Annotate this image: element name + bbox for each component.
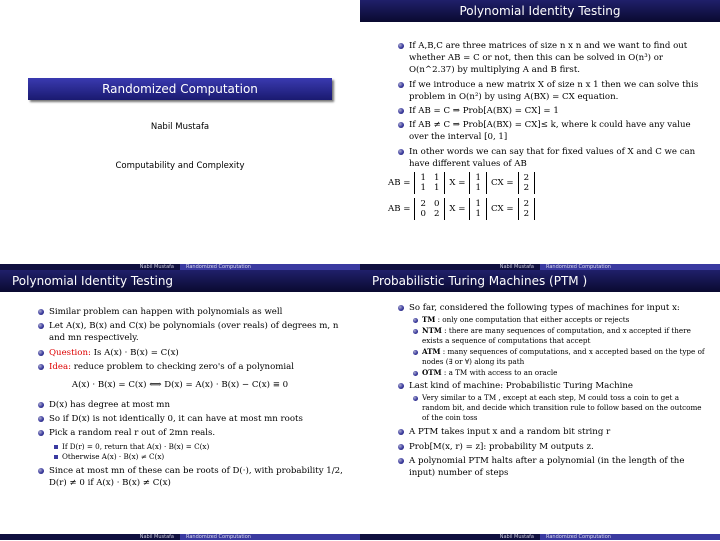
- slide-ptm: [360, 270, 720, 540]
- matrix-x: [469, 172, 486, 194]
- bullet-text: Is A(x) · B(x) = C(x): [90, 347, 179, 358]
- sub-bullet: [396, 368, 708, 378]
- matrix-label: CX =: [490, 204, 514, 215]
- bullet: If AB = C ⇒ Prob[A(BX) = CX] = 1: [396, 105, 706, 117]
- bullet-text: reduce problem to checking zero's of a polynomial: [71, 361, 295, 372]
- footer-title: Randomized Computation: [540, 264, 720, 270]
- bullet: D(x) has degree at most mn: [36, 399, 346, 411]
- sub-bullet: [396, 326, 708, 346]
- matrix-row-2: [388, 198, 720, 220]
- matrix-ab: [414, 198, 445, 220]
- sub-bullet-text: : a TM with access to an oracle: [441, 368, 558, 378]
- slide-matrix-testing: [360, 0, 720, 270]
- footer-author: Nabil Mustafa: [360, 534, 540, 540]
- bullet: If AB ≠ C ⇒ Prob[A(BX) = CX]≤ k, where k could have any value over the interval [0, 1]: [396, 119, 706, 143]
- sub-bullet: [396, 315, 708, 325]
- footer-title: Randomized Computation: [180, 264, 360, 270]
- footer-author: Nabil Mustafa: [0, 264, 180, 270]
- matrix-cell: 2: [523, 199, 530, 210]
- bullet: A PTM takes input x and a random bit string r: [396, 426, 708, 438]
- bullet: Prob[M(x, r) = z]: probability M outputs z.: [396, 441, 708, 453]
- slide-header: Probabilistic Turing Machines (PTM ): [360, 270, 720, 292]
- bullet: If A,B,C are three matrices of size n x n and we want to find out whether AB = C or not, then this can be solved in O(n³) or O(n^2.37) by multiplying A and B first.: [396, 40, 706, 77]
- matrix-cell: 0: [433, 199, 440, 210]
- footer-author: Nabil Mustafa: [360, 264, 540, 270]
- matrix-cell: 1: [420, 183, 426, 194]
- bullet: [36, 347, 346, 359]
- equation: A(x) · B(x) = C(x) ⟺ D(x) = A(x) · B(x) − C(x) ≡ 0: [71, 380, 289, 391]
- bullet: So if D(x) is not identically 0, it can have at most mn roots: [36, 413, 346, 425]
- bullet: Pick a random real r out of 2mn reals.: [36, 427, 346, 439]
- matrix-label: CX =: [490, 178, 514, 189]
- footer-author: Nabil Mustafa: [0, 534, 180, 540]
- matrix-cx: [518, 198, 535, 220]
- matrix-x: [469, 198, 486, 220]
- matrix-cell: 2: [523, 209, 530, 220]
- ntm-label: NTM: [422, 326, 442, 336]
- bullet-list: [36, 306, 346, 373]
- bullet-list: [396, 40, 706, 170]
- bullet-list: [36, 399, 346, 489]
- bullet: So far, considered the following types of machines for input x:: [396, 302, 708, 314]
- bullet: In other words we can say that for fixed values of X and C we can have different values of AB: [396, 146, 706, 170]
- matrix-label: X =: [449, 178, 466, 189]
- question-label: Question:: [49, 347, 91, 358]
- matrix-cell: 1: [433, 183, 440, 194]
- title-slide: [0, 0, 360, 270]
- matrix-cell: 2: [523, 173, 530, 184]
- bullet: Last kind of machine: Probabilistic Turing Machine: [396, 380, 708, 392]
- matrix-label: AB =: [388, 204, 411, 215]
- matrix-ab: [414, 172, 445, 194]
- matrix-cell: 2: [523, 183, 530, 194]
- sub-bullet-text: : there are many sequences of computation, and x accepted if there exists a sequence of computations that accept: [422, 326, 691, 346]
- matrix-cell: 1: [475, 199, 481, 210]
- sub-bullet: If D(r) = 0, return that A(x) · B(x) = C(x): [36, 442, 346, 452]
- bullet: Let A(x), B(x) and C(x) be polynomials (over reals) of degrees m, n and mn respectively.: [36, 320, 346, 344]
- sub-bullet: Very similar to a TM , except at each step, M could toss a coin to get a random bit, and decide which transition rule to follow based on the outcome of the coin toss: [396, 393, 708, 423]
- footer: [0, 534, 360, 540]
- matrix-row-1: [388, 172, 720, 194]
- title-box: Randomized Computation: [28, 78, 332, 100]
- matrix-cell: 1: [475, 173, 481, 184]
- footer: [360, 534, 720, 540]
- sub-bullet-text: : only one computation that either accepts or rejects: [435, 315, 630, 325]
- matrix-cell: 1: [433, 173, 440, 184]
- sub-bullet: Otherwise A(x) · B(x) ≠ C(x): [36, 452, 346, 462]
- matrix-label: AB =: [388, 178, 411, 189]
- idea-label: Idea:: [49, 361, 72, 372]
- matrix-cell: 2: [420, 199, 426, 210]
- matrix-cell: 2: [433, 209, 440, 220]
- bullet: Since at most mn of these can be roots of D(·), with probability 1/2, D(r) ≠ 0 if A(x) · B(x) ≠ C(x): [36, 465, 346, 489]
- otm-label: OTM: [422, 368, 442, 378]
- bullet: A polynomial PTM halts after a polynomial (in the length of the input) number of steps: [396, 455, 708, 479]
- matrix-cx: [518, 172, 535, 194]
- institute: Computability and Complexity: [115, 161, 245, 171]
- bullet: If we introduce a new matrix X of size n x 1 then we can solve this problem in O(n²) by using A(BX) = CX equation.: [396, 79, 706, 103]
- atm-label: ATM: [422, 347, 441, 357]
- bullet: Similar problem can happen with polynomials as well: [36, 306, 346, 318]
- tm-label: TM: [422, 315, 436, 325]
- bullet-list: [396, 302, 708, 479]
- slide-header: Polynomial Identity Testing: [360, 0, 720, 22]
- matrix-cell: 1: [475, 209, 481, 220]
- author-name: Nabil Mustafa: [150, 122, 210, 132]
- bullet: [36, 361, 346, 373]
- footer-title: Randomized Computation: [180, 534, 360, 540]
- matrix-label: X =: [449, 204, 466, 215]
- matrix-cell: 1: [475, 183, 481, 194]
- sub-bullet: [396, 347, 708, 367]
- sub-bullet-text: : many sequences of computations, and x accepted based on the type of nodes (∃ or ∀) along its path: [422, 347, 705, 367]
- footer-title: Randomized Computation: [540, 534, 720, 540]
- slide-header: Polynomial Identity Testing: [0, 270, 360, 292]
- matrix-cell: 1: [420, 173, 426, 184]
- matrix-cell: 0: [420, 209, 426, 220]
- slide-polynomial-testing: [0, 270, 360, 540]
